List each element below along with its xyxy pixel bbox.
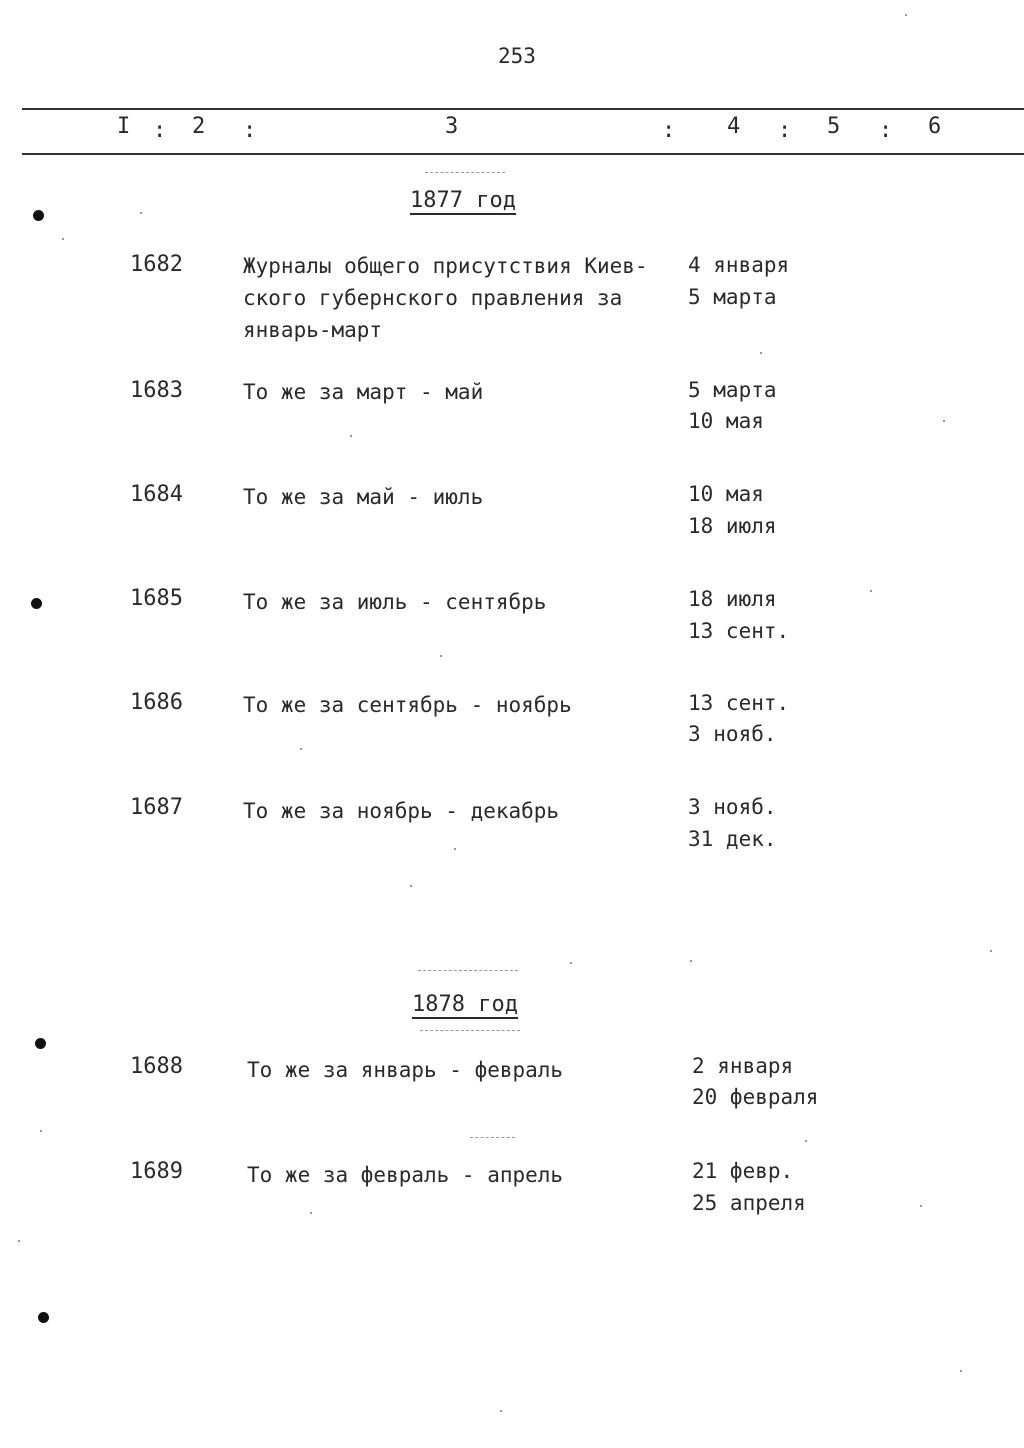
column-separator: : [778, 118, 792, 143]
record-number: 1682 [130, 252, 183, 277]
scan-speck [870, 590, 872, 592]
scan-speck [920, 1205, 922, 1207]
record-number: 1683 [130, 378, 183, 403]
scan-speck [760, 352, 762, 354]
scan-speck [990, 950, 992, 952]
record-number: 1689 [130, 1159, 183, 1184]
record-date-start: 21 февр. [692, 1159, 794, 1183]
scan-dash-mark [418, 970, 518, 971]
scan-speck [570, 962, 572, 964]
column-header-5: 5 [827, 114, 841, 139]
record-date-end: 13 сент. [688, 619, 790, 643]
scan-dash-mark [420, 1030, 520, 1031]
punch-hole-mark [35, 1038, 46, 1049]
record-date-end: 25 апреля [692, 1191, 806, 1215]
record-description: То же за сентябрь - ноябрь [243, 693, 572, 717]
scan-speck [690, 960, 692, 962]
column-separator: : [879, 118, 893, 143]
record-number: 1684 [130, 482, 183, 507]
record-date-start: 18 июля [688, 587, 777, 611]
column-separator: : [153, 118, 167, 143]
scan-speck [500, 1410, 502, 1412]
punch-hole-mark [31, 598, 42, 609]
scan-speck [350, 435, 352, 437]
scan-speck [960, 1370, 962, 1372]
punch-hole-mark [33, 210, 44, 221]
year-heading: 1877 год [410, 188, 516, 213]
scan-speck [454, 848, 456, 850]
record-date-start: 4 января [688, 253, 790, 277]
record-date-start: 5 марта [688, 378, 777, 402]
scan-speck [943, 420, 945, 422]
record-number: 1688 [130, 1054, 183, 1079]
column-header-4: 4 [727, 114, 741, 139]
record-description: То же за март - май [243, 380, 484, 404]
record-date-end: 10 мая [688, 409, 764, 433]
record-date-start: 3 нояб. [688, 795, 777, 819]
scan-speck [62, 238, 64, 240]
record-number: 1687 [130, 795, 183, 820]
column-header-6: 6 [928, 114, 942, 139]
scan-speck [140, 212, 142, 214]
record-description: То же за январь - февраль [247, 1058, 564, 1082]
record-description: То же за июль - сентябрь [243, 590, 547, 614]
column-header-1: I [117, 114, 131, 139]
record-date-start: 10 мая [688, 482, 764, 506]
scan-speck [310, 1212, 312, 1214]
scan-speck [40, 1130, 42, 1132]
scan-speck [440, 655, 442, 657]
column-header-3: 3 [445, 114, 459, 139]
scan-dash-mark [425, 172, 505, 173]
scan-speck [905, 14, 907, 16]
record-description: То же за ноябрь - декабрь [243, 799, 560, 823]
punch-hole-mark [38, 1312, 49, 1323]
record-number: 1685 [130, 586, 183, 611]
scan-speck [410, 885, 412, 887]
column-separator: : [243, 118, 257, 143]
record-description: То же за май - июль [243, 485, 484, 509]
record-date-end: 18 июля [688, 514, 777, 538]
column-header-2: 2 [192, 114, 206, 139]
year-heading: 1878 год [412, 992, 518, 1017]
scan-dash-mark [470, 1137, 515, 1138]
record-description: То же за февраль - апрель [247, 1163, 564, 1187]
column-separator: : [662, 118, 676, 143]
scan-speck [805, 1140, 807, 1142]
header-rule-bottom [22, 153, 1024, 155]
record-date-start: 2 января [692, 1054, 794, 1078]
page-number: 253 [498, 44, 536, 68]
record-date-start: 13 сент. [688, 691, 790, 715]
record-date-end: 3 нояб. [688, 722, 777, 746]
record-date-end: 5 марта [688, 285, 777, 309]
record-date-end: 31 дек. [688, 827, 777, 851]
scan-speck [300, 748, 302, 750]
record-date-end: 20 февраля [692, 1085, 819, 1109]
record-description: Журналы общего присутствия Киев- ского губернского правления за январь-март [243, 254, 648, 342]
record-number: 1686 [130, 690, 183, 715]
scan-speck [18, 1240, 20, 1242]
header-rule-top [22, 108, 1024, 110]
